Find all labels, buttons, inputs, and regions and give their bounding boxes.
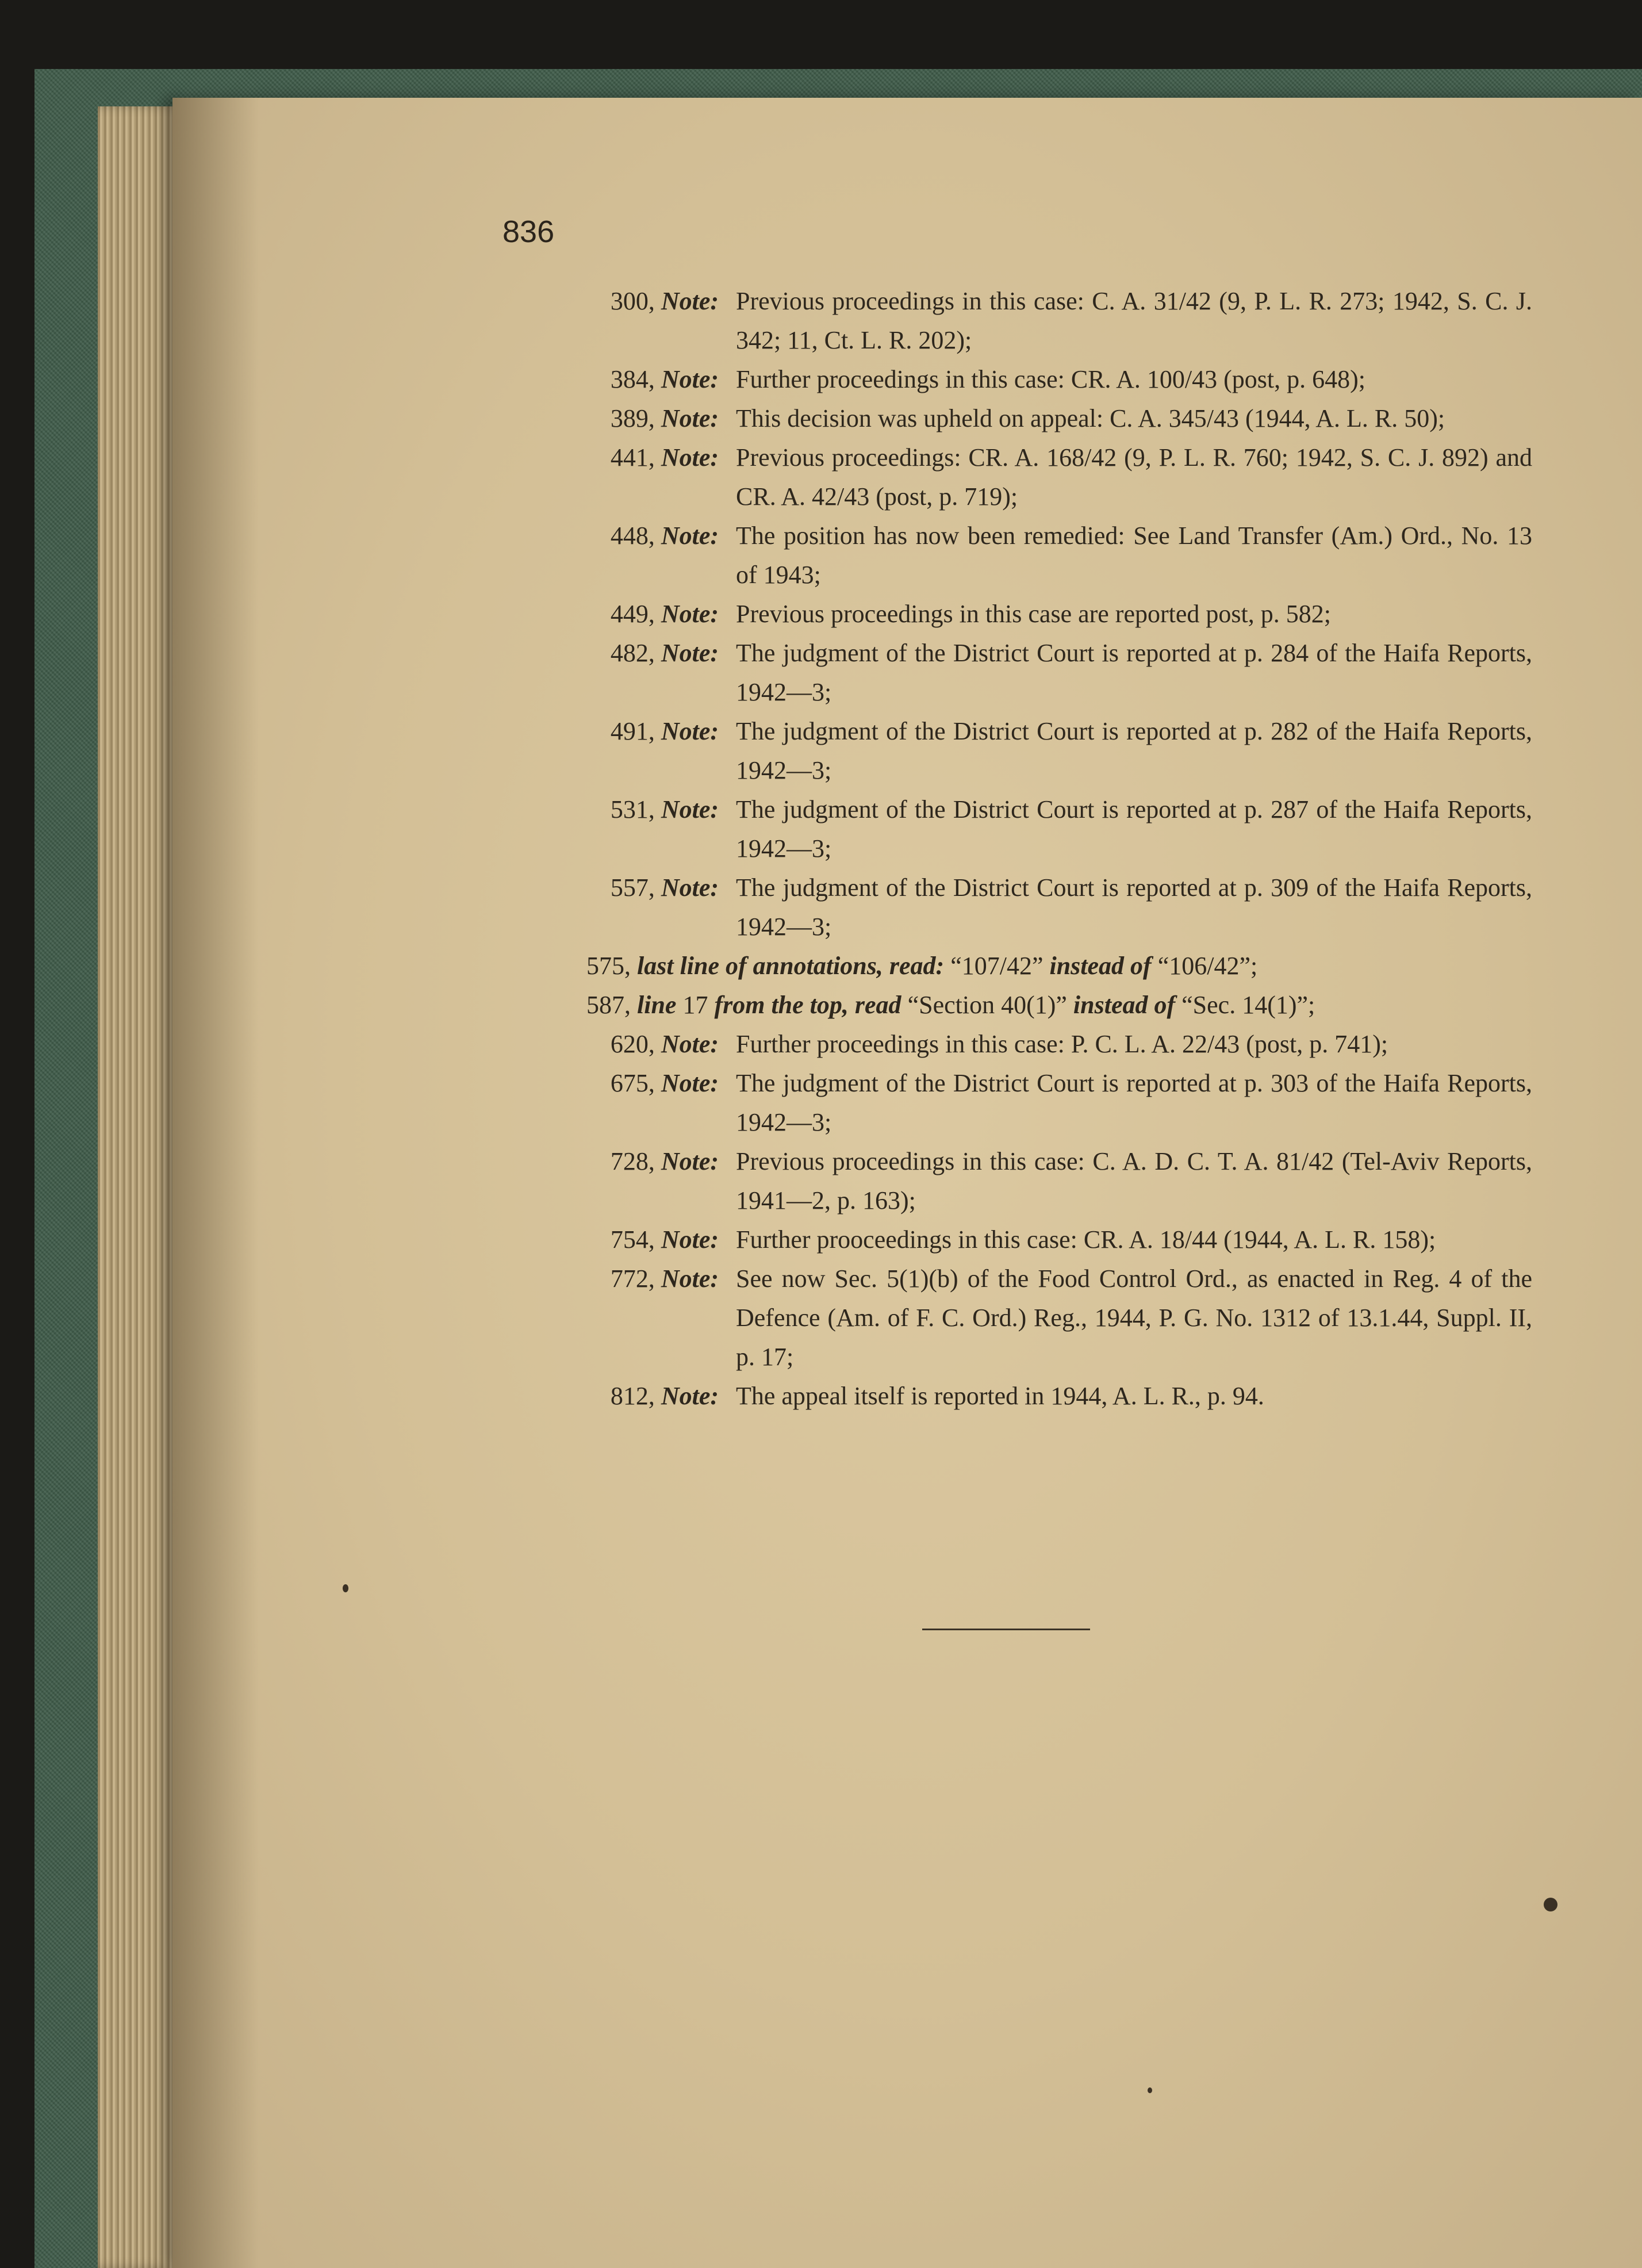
errata-entry — [563, 712, 1532, 790]
errata-entry — [563, 1025, 1532, 1064]
entry-ref: 728, Note: — [610, 1147, 719, 1175]
entry-ref: 448, Note: — [610, 522, 719, 550]
errata-line-correction — [563, 947, 1532, 986]
entry-text: Further proceedings in this case: P. C. L. A. 22/43 (post, p. 741); — [736, 1030, 1388, 1058]
entry-ref: 587, — [586, 991, 631, 1019]
errata-entry — [563, 399, 1532, 438]
errata-entry — [563, 282, 1532, 360]
errata-entry — [563, 1064, 1532, 1142]
entry-ref: 482, Note: — [610, 639, 719, 667]
paper-speck — [343, 1584, 348, 1592]
entry-ref: 449, Note: — [610, 600, 719, 628]
entry-text: The judgment of the District Court is reported at p. 287 of the Haifa Reports, 1942—3; — [736, 795, 1532, 863]
correction-old: “Sec. 14(1)”; — [1181, 991, 1315, 1019]
entry-text: The judgment of the District Court is reported at p. 303 of the Haifa Reports, 1942—3; — [736, 1069, 1532, 1136]
entry-text: Previous proceedings in this case: C. A. 31/42 (9, P. L. R. 273; 1942, S. C. J. 342; 11, Ct. L. R. 202); — [736, 287, 1532, 354]
entry-ref: 300, Note: — [610, 287, 719, 315]
errata-entry — [563, 790, 1532, 868]
errata-list — [563, 282, 1532, 1416]
entry-text: Previous proceedings in this case are reported post, p. 582; — [736, 600, 1331, 628]
entry-ref: 620, Note: — [610, 1030, 719, 1058]
errata-entry — [563, 438, 1532, 516]
entry-text: Further prooceedings in this case: CR. A. 18/44 (1944, A. L. R. 158); — [736, 1225, 1436, 1254]
entry-text: The judgment of the District Court is reported at p. 284 of the Haifa Reports, 1942—3; — [736, 639, 1532, 706]
correction-line-number: 17 — [682, 991, 708, 1019]
entry-ref: 675, Note: — [610, 1069, 719, 1097]
entry-ref: 772, Note: — [610, 1265, 719, 1293]
entry-ref: 812, Note: — [610, 1382, 719, 1410]
correction-location-line: line — [637, 991, 677, 1019]
entry-ref: 575, — [586, 952, 631, 980]
entry-text: The position has now been remedied: See Land Transfer (Am.) Ord., No. 13 of 1943; — [736, 522, 1532, 589]
correction-instead: instead of — [1049, 952, 1152, 980]
correction-new: “107/42” — [950, 952, 1043, 980]
entry-ref: 389, Note: — [610, 404, 719, 432]
errata-entry — [563, 1220, 1532, 1259]
entry-text: The judgment of the District Court is reported at p. 282 of the Haifa Reports, 1942—3; — [736, 717, 1532, 784]
entry-ref: 557, Note: — [610, 874, 719, 902]
errata-entry — [563, 1142, 1532, 1220]
errata-entry — [563, 595, 1532, 634]
entry-text: Previous proceedings in this case: C. A. D. C. T. A. 81/42 (Tel-Aviv Reports, 1941—2, p. 163); — [736, 1147, 1532, 1215]
errata-entry — [563, 1259, 1532, 1377]
entry-ref: 531, Note: — [610, 795, 719, 823]
entry-ref: 384, Note: — [610, 365, 719, 393]
entry-text: See now Sec. 5(1)(b) of the Food Control Ord., as enacted in Reg. 4 of the Defence (Am. of F. C. Ord.) Reg., 1944, P. G. No. 1312 of 13.1.44, Suppl. II, p. 17; — [736, 1265, 1532, 1371]
correction-new: “Section 40(1)” — [907, 991, 1067, 1019]
entry-text: The appeal itself is reported in 1944, A. L. R., p. 94. — [736, 1382, 1264, 1410]
page-number: 836 — [502, 214, 555, 249]
entry-ref: 754, Note: — [610, 1225, 719, 1254]
errata-entry — [563, 634, 1532, 712]
entry-text: Previous proceedings: CR. A. 168/42 (9, P. L. R. 760; 1942, S. C. J. 892) and CR. A. 42/43 (post, p. 719); — [736, 443, 1532, 511]
paper-speck — [1544, 1898, 1557, 1911]
errata-entry — [563, 1377, 1532, 1416]
errata-line-correction — [563, 986, 1532, 1025]
errata-entry — [563, 516, 1532, 595]
entry-ref: 491, Note: — [610, 717, 719, 745]
errata-entry — [563, 868, 1532, 947]
correction-location-rest: from the top, read — [714, 991, 901, 1019]
entry-ref: 441, Note: — [610, 443, 719, 472]
entry-text: Further proceedings in this case: CR. A. 100/43 (post, p. 648); — [736, 365, 1365, 393]
page-gutter-shadow — [172, 98, 259, 2268]
correction-instead: instead of — [1073, 991, 1176, 1019]
errata-entry — [563, 360, 1532, 399]
paper-speck — [1148, 2087, 1152, 2093]
correction-location: last line of annotations, read: — [637, 952, 945, 980]
entry-text: This decision was upheld on appeal: C. A. 345/43 (1944, A. L. R. 50); — [736, 404, 1445, 432]
correction-old: “106/42”; — [1157, 952, 1258, 980]
entry-text: The judgment of the District Court is reported at p. 309 of the Haifa Reports, 1942—3; — [736, 874, 1532, 941]
end-rule — [922, 1629, 1090, 1630]
